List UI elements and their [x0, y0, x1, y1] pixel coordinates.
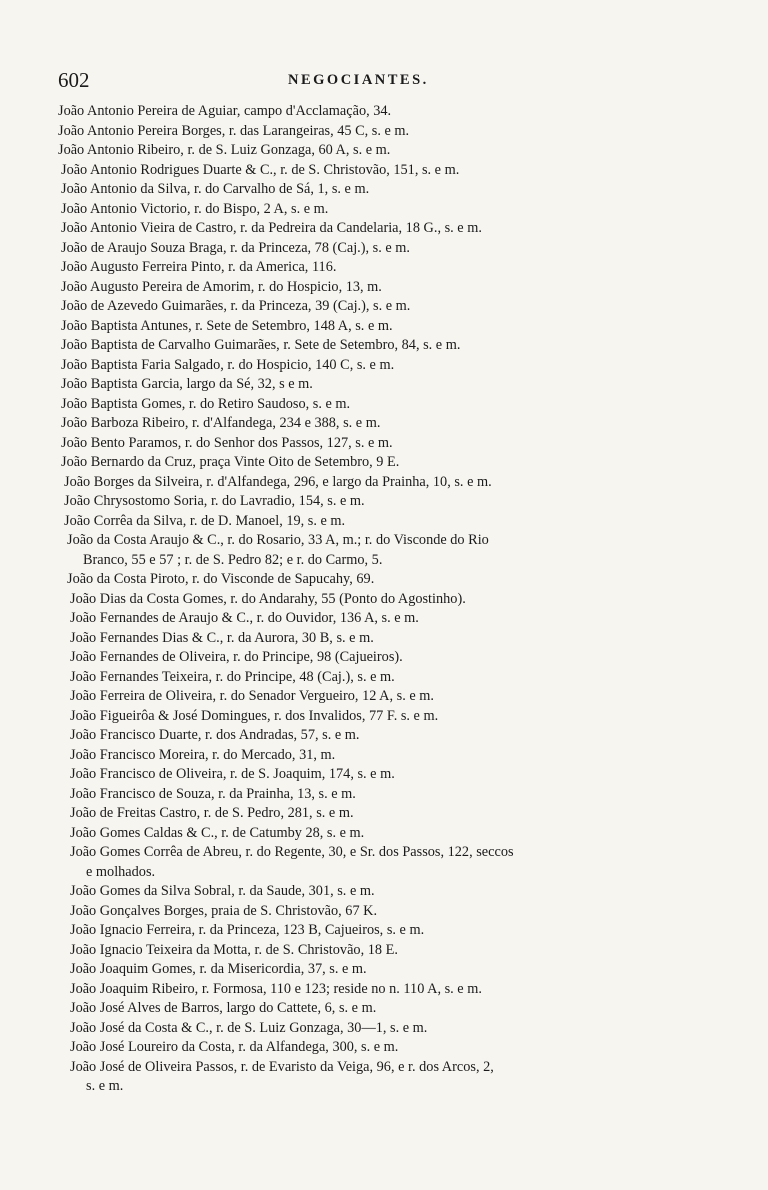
directory-entry: João Augusto Pereira de Amorim, r. do Hospicio, 13, m.	[61, 278, 382, 295]
directory-entry: João Baptista Antunes, r. Sete de Setembro, 148 A, s. e m.	[61, 317, 393, 334]
directory-entry: João Joaquim Gomes, r. da Misericordia, 37, s. e m.	[70, 961, 367, 977]
page-number: 602	[58, 68, 90, 92]
directory-entry: João Ignacio Teixeira da Motta, r. de S. Christovão, 18 E.	[70, 941, 398, 958]
directory-entry: João Fernandes Dias & C., r. da Aurora, 30 B, s. e m.	[70, 629, 374, 646]
directory-entries	[58, 102, 718, 1097]
directory-entry: João Chrysostomo Soria, r. do Lavradio, 154, s. e m.	[64, 493, 365, 509]
directory-entry: João José Loureiro da Costa, r. da Alfandega, 300, s. e m.	[70, 1039, 399, 1055]
directory-entry: João José Alves de Barros, largo do Cattete, 6, s. e m.	[70, 1000, 377, 1016]
directory-entry: João Gonçalves Borges, praia de S. Christovão, 67 K.	[70, 902, 378, 919]
directory-entry: João Baptista Gomes, r. do Retiro Saudoso, s. e m.	[61, 395, 351, 412]
directory-entry: João Antonio Rodrigues Duarte & C., r. de S. Christovão, 151, s. e m.	[61, 161, 460, 178]
directory-entry: João Fernandes de Araujo & C., r. do Ouvidor, 136 A, s. e m.	[70, 610, 419, 626]
directory-entry: João Joaquim Ribeiro, r. Formosa, 110 e 123; reside no n. 110 A, s. e m.	[70, 980, 482, 997]
directory-entry: João Fernandes Teixeira, r. do Principe, 48 (Caj.), s. e m.	[70, 668, 395, 685]
directory-entry: João Francisco Duarte, r. dos Andradas, 57, s. e m.	[70, 727, 360, 743]
directory-entry: João Gomes Corrêa de Abreu, r. do Regente, 30, e Sr. dos Passos, 122, seccos	[70, 844, 514, 860]
directory-entry: João Antonio Victorio, r. do Bispo, 2 A, s. e m.	[61, 200, 329, 217]
directory-entry: João Figueirôa & José Domingues, r. dos Invalidos, 77 F. s. e m.	[70, 707, 439, 724]
directory-entry: João José da Costa & C., r. de S. Luiz Gonzaga, 30—1, s. e m.	[70, 1019, 428, 1036]
directory-entry: João Antonio Vieira de Castro, r. da Pedreira da Candelaria, 18 G., s. e m.	[61, 220, 482, 236]
directory-entry: João de Azevedo Guimarães, r. da Princeza, 39 (Caj.), s. e m.	[61, 298, 411, 314]
directory-entry: João Francisco de Souza, r. da Prainha, 13, s. e m.	[70, 785, 356, 802]
running-title: NEGOCIANTES.	[288, 72, 429, 88]
entry-continuation: Branco, 55 e 57 ; r. de S. Pedro 82; e r. do Carmo, 5.	[83, 551, 383, 568]
directory-entry: João de Freitas Castro, r. de S. Pedro, 281, s. e m.	[70, 805, 354, 821]
directory-entry: João de Araujo Souza Braga, r. da Princeza, 78 (Caj.), s. e m.	[61, 239, 410, 256]
directory-entry: João José de Oliveira Passos, r. de Evaristo da Veiga, 96, e r. dos Arcos, 2,	[70, 1058, 494, 1075]
directory-entry: João Baptista Garcia, largo da Sé, 32, s e m.	[61, 376, 313, 392]
directory-entry: João da Costa Piroto, r. do Visconde de Sapucahy, 69.	[67, 571, 375, 587]
directory-entry: João Augusto Ferreira Pinto, r. da America, 116.	[61, 259, 337, 275]
directory-entry: João Borges da Silveira, r. d'Alfandega, 296, e largo da Prainha, 10, s. e m.	[64, 473, 492, 490]
directory-entry: João Gomes da Silva Sobral, r. da Saude, 301, s. e m.	[70, 883, 375, 899]
directory-entry: João Barboza Ribeiro, r. d'Alfandega, 234 e 388, s. e m.	[61, 415, 381, 431]
directory-entry: João Bernardo da Cruz, praça Vinte Oito de Setembro, 9 E.	[61, 454, 400, 470]
entry-continuation: s. e m.	[86, 1078, 124, 1094]
directory-entry: João Gomes Caldas & C., r. de Catumby 28, s. e m.	[70, 824, 365, 841]
directory-entry: João Baptista de Carvalho Guimarães, r. Sete de Setembro, 84, s. e m.	[61, 337, 461, 353]
directory-entry: João da Costa Araujo & C., r. do Rosario, 33 A, m.; r. do Visconde do Rio	[67, 532, 489, 548]
directory-entry: João Fernandes de Oliveira, r. do Principe, 98 (Cajueiros).	[70, 649, 403, 665]
directory-entry: João Baptista Faria Salgado, r. do Hospicio, 140 C, s. e m.	[61, 356, 395, 373]
page-header	[58, 68, 718, 98]
directory-entry: João Bento Paramos, r. do Senhor dos Passos, 127, s. e m.	[61, 434, 393, 451]
directory-entry: João Corrêa da Silva, r. de D. Manoel, 19, s. e m.	[64, 512, 346, 529]
directory-entry: João Ferreira de Oliveira, r. do Senador Vergueiro, 12 A, s. e m.	[70, 688, 434, 704]
directory-entry: João Dias da Costa Gomes, r. do Andarahy, 55 (Ponto do Agostinho).	[70, 590, 466, 607]
directory-entry: João Francisco de Oliveira, r. de S. Joaquim, 174, s. e m.	[70, 766, 395, 782]
directory-entry: João Francisco Moreira, r. do Mercado, 31, m.	[70, 746, 336, 763]
directory-entry: João Antonio da Silva, r. do Carvalho de Sá, 1, s. e m.	[61, 181, 370, 197]
directory-entry: João Antonio Ribeiro, r. de S. Luiz Gonzaga, 60 A, s. e m.	[58, 142, 391, 158]
entry-continuation: e molhados.	[86, 863, 156, 880]
directory-entry: João Antonio Pereira de Aguiar, campo d'Acclamação, 34.	[58, 103, 392, 119]
directory-entry: João Ignacio Ferreira, r. da Princeza, 123 B, Cajueiros, s. e m.	[70, 922, 425, 938]
directory-entry: João Antonio Pereira Borges, r. das Larangeiras, 45 C, s. e m.	[58, 122, 410, 139]
